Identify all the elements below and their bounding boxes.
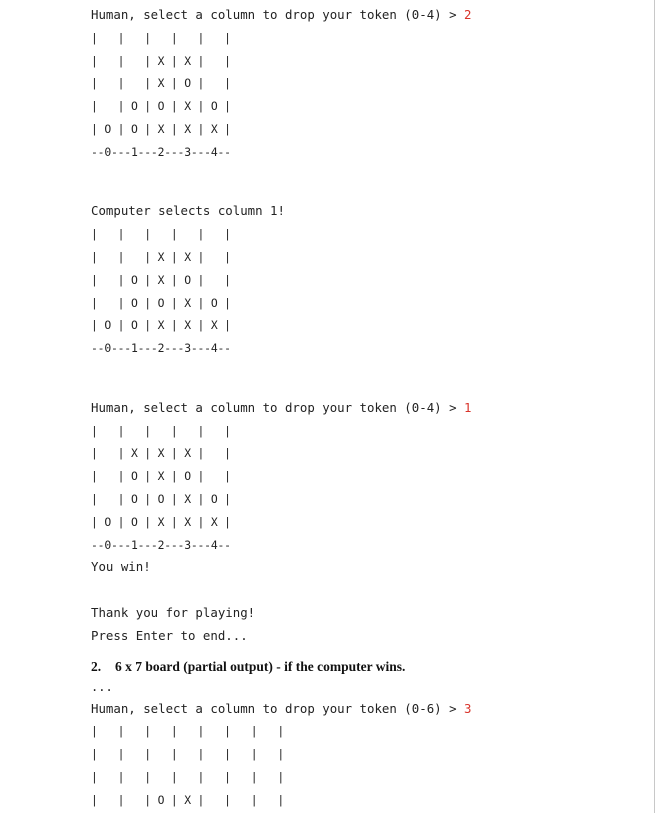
board-4	[91, 720, 651, 811]
prompt-text: Human, select a column to drop your token (0-4) >	[91, 7, 464, 22]
section-number: 2.	[91, 658, 102, 674]
board-row: | | | X | X | |	[91, 53, 231, 68]
board-1	[91, 27, 651, 164]
board-row: | | | | | |	[91, 423, 231, 438]
board-row: | O | O | X | X | X |	[91, 318, 231, 333]
prompt-line-4	[91, 698, 651, 721]
board-row: | | O | X | O | |	[91, 469, 231, 484]
board-row: | | | X | O | |	[91, 76, 231, 91]
section-title: 6 x 7 board (partial output) - if the computer wins.	[115, 658, 406, 674]
spacer	[91, 579, 651, 602]
prompt-line-1	[91, 4, 651, 27]
board-row: | | | O | X | | | |	[91, 792, 285, 807]
board-row: | O | O | X | X | X |	[91, 121, 231, 136]
computer-message: Computer selects column 1!	[91, 203, 285, 219]
board-row: | | | | | | | |	[91, 724, 285, 739]
section-heading	[91, 656, 651, 678]
board-axis: --0---1---2---3---4--	[91, 537, 231, 552]
board-row: | | O | X | O | |	[91, 272, 231, 287]
board-row: | O | O | X | X | X |	[91, 514, 231, 529]
board-row: | | | | | |	[91, 30, 231, 45]
user-input: 1	[464, 399, 472, 415]
spacer	[91, 383, 651, 397]
prompt-line-3	[91, 397, 651, 420]
press-enter-message: Press Enter to end...	[91, 627, 248, 643]
prompt-text: Human, select a column to drop your token (0-6) >	[91, 700, 464, 716]
console-output	[91, 4, 651, 812]
board-row: | | O | O | X | O |	[91, 99, 231, 114]
result-message: You win!	[91, 559, 151, 575]
board-3	[91, 420, 651, 557]
user-input: 2	[464, 7, 472, 22]
spacer	[91, 186, 651, 200]
prompt-text: Human, select a column to drop your token (0-4) >	[91, 399, 464, 415]
ellipsis: ...	[91, 679, 113, 694]
board-axis: --0---1---2---3---4--	[91, 144, 231, 159]
board-row: | | O | O | X | O |	[91, 295, 231, 310]
board-row: | | | | | | | |	[91, 747, 285, 762]
spacer	[91, 164, 651, 187]
board-row: | | | | | | | |	[91, 769, 285, 784]
board-row: | | | | | |	[91, 227, 231, 242]
board-row: | | O | O | X | O |	[91, 491, 231, 506]
thanks-message: Thank you for playing!	[91, 604, 256, 620]
board-2	[91, 223, 651, 360]
board-row: | | X | X | X | |	[91, 446, 231, 461]
board-row: | | | X | X | |	[91, 249, 231, 264]
board-axis: --0---1---2---3---4--	[91, 341, 231, 356]
spacer	[91, 360, 651, 383]
user-input: 3	[464, 700, 472, 716]
